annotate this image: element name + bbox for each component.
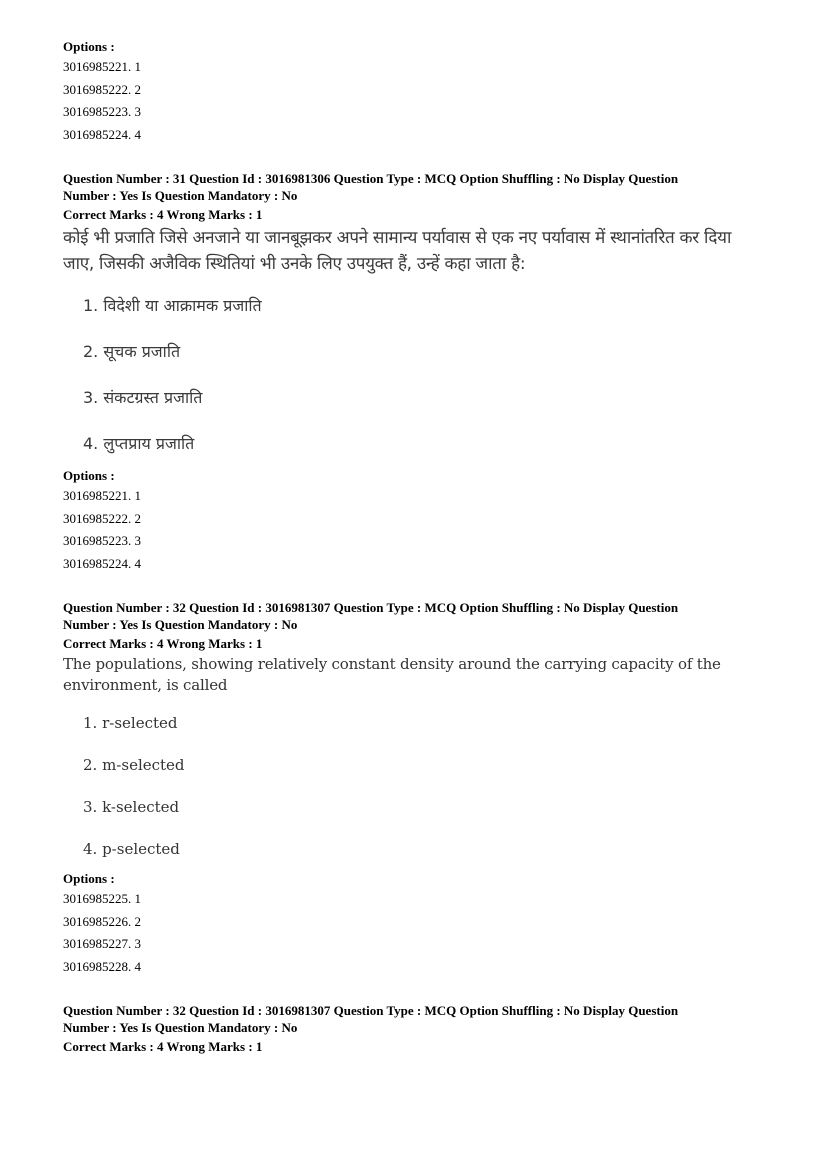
document-page [63,38,763,1055]
choice-4: 4. p-selected [83,840,180,858]
option-id-4: 3016985224. 4 [63,126,141,142]
question-meta-line2: Number : Yes Is Question Mandatory : No [63,617,298,632]
option-id-2: 3016985222. 2 [63,81,141,97]
options-label: Options : [63,468,115,483]
option-id-4: 3016985228. 4 [63,958,141,974]
choice-2: 2. सूचक प्रजाति [83,342,181,361]
question-meta-line1: Question Number : 32 Question Id : 3016981307 Question Type : MCQ Option Shuffling : No Display Question [63,1003,679,1018]
question-marks: Correct Marks : 4 Wrong Marks : 1 [63,636,263,651]
choice-1: 1. r-selected [83,714,178,732]
question-text-line2: environment, is called [63,676,228,694]
choice-1: 1. विदेशी या आक्रामक प्रजाति [83,296,262,315]
options-label: Options : [63,39,115,54]
top-options-block [63,38,763,146]
choice-4: 4. लुप्तप्राय प्रजाति [83,434,195,453]
question-text: कोई भी प्रजाति जिसे अनजाने या जानबूझकर अपने सामान्य पर्यावास से एक नए पर्यावास में स्थानांतरित कर दिया जाए, जिसकी अजैविक स्थितियां भी उनके लिए उपयुक्त हैं, उन्हें कहा जाता है: [63,228,732,274]
option-id-3: 3016985223. 3 [63,533,141,548]
spacer [63,146,763,170]
question-choices [63,283,763,467]
options-label: Options : [63,871,115,886]
spacer [63,978,763,1002]
option-id-4: 3016985224. 4 [63,555,141,571]
option-id-1: 3016985221. 1 [63,488,141,503]
question-meta-line2: Number : Yes Is Question Mandatory : No [63,1020,298,1035]
option-id-1: 3016985221. 1 [63,59,141,74]
question-choices [63,702,763,870]
question-text-line1: The populations, showing relatively constant density around the carrying capacity of the [63,655,721,673]
question-meta-line2: Number : Yes Is Question Mandatory : No [63,188,298,203]
option-id-2: 3016985222. 2 [63,510,141,526]
question-marks: Correct Marks : 4 Wrong Marks : 1 [63,207,263,222]
question-31 [63,170,763,575]
option-id-3: 3016985227. 3 [63,936,141,951]
spacer [63,575,763,599]
option-id-2: 3016985226. 2 [63,913,141,929]
option-id-3: 3016985223. 3 [63,104,141,119]
question-meta-line1: Question Number : 32 Question Id : 3016981307 Question Type : MCQ Option Shuffling : No Display Question [63,600,679,615]
question-32 [63,599,763,978]
option-id-1: 3016985225. 1 [63,891,141,906]
choice-3: 3. k-selected [83,798,180,816]
question-32-repeat [63,1002,763,1055]
choice-3: 3. संकटग्रस्त प्रजाति [83,388,203,407]
choice-2: 2. m-selected [83,756,185,774]
question-marks: Correct Marks : 4 Wrong Marks : 1 [63,1039,263,1054]
question-meta-line1: Question Number : 31 Question Id : 3016981306 Question Type : MCQ Option Shuffling : No Display Question [63,171,679,186]
